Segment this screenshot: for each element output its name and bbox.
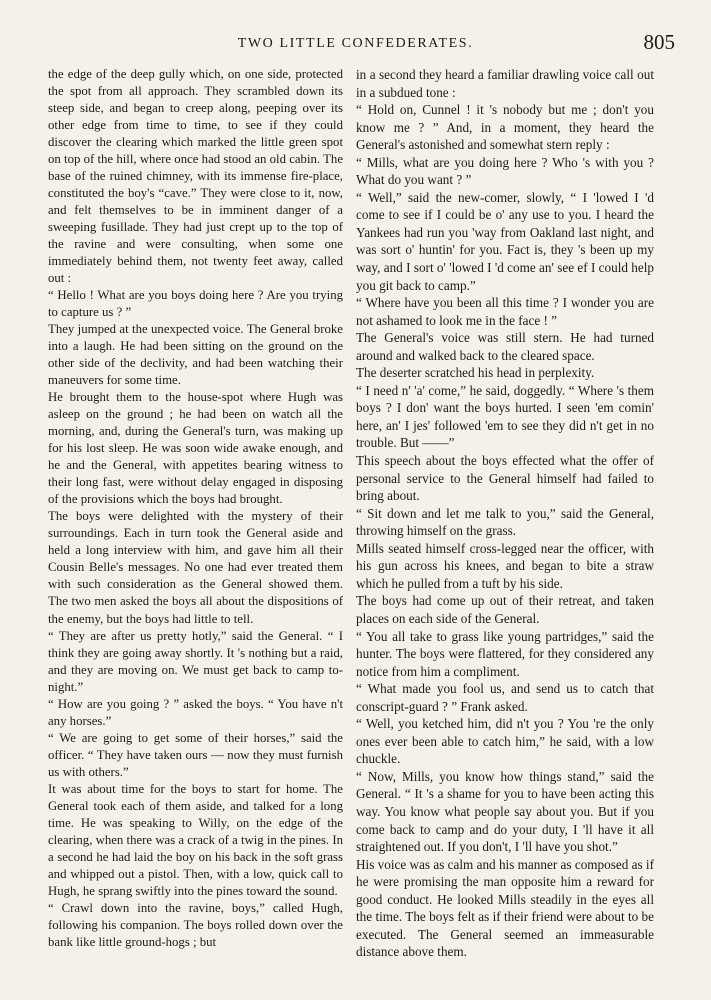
paragraph: “ Hello ! What are you boys doing here ? Are you trying to capture us ? ” bbox=[48, 288, 343, 320]
paragraph: Mills seated himself cross-legged near the officer, with his gun across his knees, and began to bite a straw which he pulled from a tuft by his side. bbox=[356, 540, 654, 591]
paragraph: They jumped at the unexpected voice. The General broke into a laugh. He had been sitting on the ground on the other side of the declivity, and had been watching their maneuvers for some time. bbox=[48, 322, 343, 388]
paragraph: It was about time for the boys to start for home. The General took each of them aside, and talked for a long time. He was speaking to Willy, on the edge of the clearing, when there was a crack of a twig in the pines. In a second he had laid the boy on his back in the soft grass and whipped out a pistol. Then, with a low, quick call to Hugh, he sprang swiftly into the pines toward the sound. bbox=[48, 781, 343, 898]
running-head bbox=[0, 30, 711, 60]
right-column bbox=[356, 66, 654, 961]
paragraph: “ Well, you ketched him, did n't you ? You 're the only ones ever been able to catch him,” he said, with a low chuckle. bbox=[356, 716, 654, 767]
paragraph: The deserter scratched his head in perplexity. bbox=[356, 365, 595, 381]
paragraph: “ Where have you been all this time ? I wonder you are not ashamed to look me in the face ! ” bbox=[356, 295, 654, 328]
paragraph: His voice was as calm and his manner as composed as if he were promising the man opposite him a reward for good conduct. He looked Mills steadily in the eyes all the time. The boys felt as if their friend were about to be executed. The General seemed an immeasurable distance above them. bbox=[356, 856, 654, 960]
paragraph: “ What made you fool us, and send us to catch that conscript-guard ? ” Frank asked. bbox=[356, 681, 654, 714]
paragraph: This speech about the boys effected what the offer of personal service to the General himself had failed to bring about. bbox=[356, 453, 654, 504]
paragraph: “ Crawl down into the ravine, boys,” called Hugh, following his companion. The boys rolled down over the bank like little ground-hogs ; but bbox=[48, 900, 343, 949]
paragraph: He brought them to the house-spot where Hugh was asleep on the ground ; he had been on watch all the morning, and, during the General's turn, was making up for his lost sleep. He was soon wide awake enough, and he and the General, with appetites bearing witness to their long fast, were without delay engaged in disposing of the provisions which the boys had brought. bbox=[48, 390, 343, 507]
paragraph: The General's voice was still stern. He had turned around and walked back to the cleared space. bbox=[356, 330, 654, 363]
paragraph: “ We are going to get some of their horses,” said the officer. “ They have taken ours — now they must furnish us with others.” bbox=[48, 730, 343, 779]
page-number: 805 bbox=[643, 30, 675, 54]
running-title: TWO LITTLE CONFEDERATES. bbox=[237, 36, 474, 51]
paragraph: “ Now, Mills, you know how things stand,” said the General. “ It 's a shame for you to have been acting this way. You know what people say about you. But if you come back to camp and do your duty, I 'll have it all straightened out. If you don't, I 'll have you shot.” bbox=[356, 768, 654, 855]
paragraph: “ They are after us pretty hotly,” said the General. “ I think they are going away shortly. It 's nothing but a raid, and they are moving on. We must get back to camp to-night.” bbox=[48, 628, 343, 694]
paragraph: The boys had come up out of their retreat, and taken places on each side of the General. bbox=[356, 593, 654, 626]
paragraph: “ Sit down and let me talk to you,” said the General, throwing himself on the grass. bbox=[356, 505, 654, 539]
paragraph: “ Well,” said the new-comer, slowly, “ I 'lowed I 'd come to see if I could be o' any use to you. I heard the Yankees had run you 'way from Oakland last night, and was sort o' huntin' for you. Fact is, they 's been up my way, and I sort o' 'lowed I 'd come an' see ef I could help you git back to camp.” bbox=[356, 189, 654, 293]
paragraph: “ How are you going ? ” asked the boys. “ You have n't any horses.” bbox=[48, 696, 343, 728]
paragraph: “ Hold on, Cunnel ! it 's nobody but me ; don't you know me ? ” And, in a moment, they heard the General's astonished and somewhat stern reply : bbox=[356, 102, 654, 153]
paragraph: The boys were delighted with the mystery of their surroundings. Each in turn took the General aside and held a long interview with him, and gave him all their Cousin Belle's messages. No one had ever treated them with such consideration as the General showed them. The two men asked the boys all about the dispositions of the enemy, but the boys had little to tell. bbox=[48, 509, 343, 626]
left-column bbox=[48, 66, 343, 951]
paragraph: the edge of the deep gully which, on one side, protected the spot from all approach. They scrambled down its steep side, and began to creep along, peeping over its other edge from time to time, to see if they could discover the clearing which marked the little green spot on top of the hill, where once had stood an old cabin. The base of the ruined chimney, with its immense fire-place, constituted the boy's “cave.” They were close to it, now, and felt themselves to be in imminent danger of a sweeping fusillade. They had just crept up to the top of the ravine and were consulting, when some one immediately behind them, not twenty feet away, called out : bbox=[48, 67, 343, 286]
paragraph: in a second they heard a familiar drawling voice call out in a subdued tone : bbox=[356, 67, 654, 100]
paragraph: “ You all take to grass like young partridges,” said the hunter. The boys were flattered, for they considered any notice from him a compliment. bbox=[356, 628, 654, 679]
paragraph: “ Mills, what are you doing here ? Who 's with you ? What do you want ? ” bbox=[356, 154, 654, 188]
paragraph: “ I need n' 'a' come,” he said, doggedly. “ Where 's them boys ? I don' want the boys hurted. I seen 'em comin' here, an' I jes' followed 'em to see they did n't get in no trouble. But ——” bbox=[356, 382, 654, 451]
